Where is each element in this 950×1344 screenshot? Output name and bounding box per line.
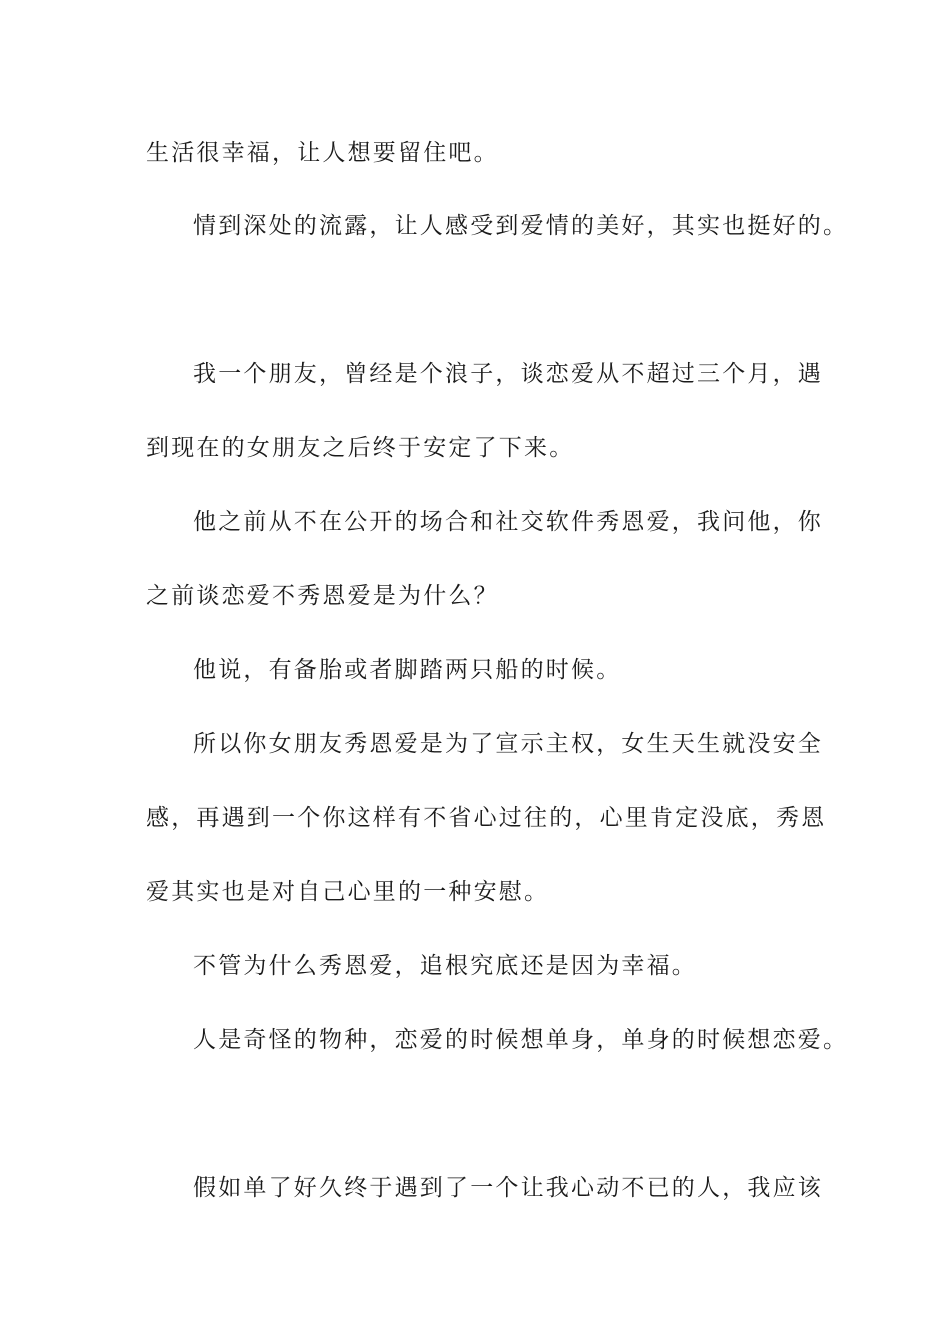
text-line: 他之前从不在公开的场合和社交软件秀恩爱，我问他，你 [193,509,823,535]
text-line: 所以你女朋友秀恩爱是为了宣示主权，女生天生就没安全 [193,731,823,757]
text-line: 情到深处的流露，让人感受到爱情的美好，其实也挺好的。 [193,213,849,239]
text-line: 生活很幸福，让人想要留住吧。 [146,140,499,166]
text-line: 人是奇怪的物种，恋爱的时候想单身，单身的时候想恋爱。 [193,1027,849,1053]
text-line: 不管为什么秀恩爱，追根究底还是因为幸福。 [193,953,697,979]
text-line: 他说，有备胎或者脚踏两只船的时候。 [193,657,622,683]
text-line: 假如单了好久终于遇到了一个让我心动不已的人，我应该 [193,1175,823,1201]
text-line: 我一个朋友，曾经是个浪子，谈恋爱从不超过三个月，遇 [193,361,823,387]
text-line: 感，再遇到一个你这样有不省心过往的，心里肯定没底，秀恩 [146,805,827,831]
text-line: 之前谈恋爱不秀恩爱是为什么？ [146,583,499,609]
text-line: 爱其实也是对自己心里的一种安慰。 [146,879,550,905]
text-line: 到现在的女朋友之后终于安定了下来。 [146,435,575,461]
